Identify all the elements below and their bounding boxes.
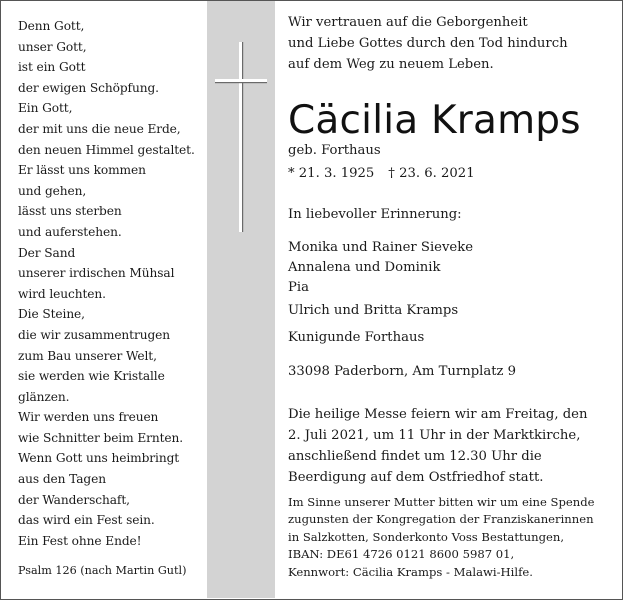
donation-line: Im Sinne unserer Mutter bitten wir um eine Spende <box>288 495 595 509</box>
service-line: Beerdigung auf dem Ostfriedhof statt. <box>288 470 544 485</box>
donation-line: in Salzkotten, Sonderkonto Voss Bestattungen, <box>288 530 565 544</box>
mourner: Kunigunde Forthaus <box>288 330 425 345</box>
mourner: Pia <box>288 280 309 295</box>
deceased-name: Cäcilia Kramps <box>288 98 581 143</box>
poem-line: Die Steine, <box>18 307 85 322</box>
address: 33098 Paderborn, Am Turnplatz 9 <box>288 364 517 379</box>
poem-line: Ein Fest ohne Ende! <box>18 533 142 548</box>
poem <box>18 16 198 551</box>
poem-line: der Wanderschaft, <box>18 492 130 507</box>
cross-icon <box>212 42 270 232</box>
poem-line: aus den Tagen <box>18 472 106 487</box>
mourner: Ulrich und Britta Kramps <box>288 303 459 318</box>
poem-line: lässt uns sterben <box>18 204 122 219</box>
donation-line: Kennwort: Cäcilia Kramps - Malawi-Hilfe. <box>288 565 533 579</box>
mourner: Annalena und Dominik <box>288 260 441 275</box>
poem-line: unserer irdischen Mühsal <box>18 266 175 281</box>
birth-date: * 21. 3. 1925 <box>288 166 375 181</box>
service-line: anschließend findet um 12.30 Uhr die <box>288 449 542 464</box>
poem-line: glänzen. <box>18 389 70 404</box>
intro-line: Wir vertrauen auf die Geborgenheit <box>288 15 528 30</box>
life-dates <box>288 164 475 184</box>
poem-line: Wir werden uns freuen <box>18 410 159 425</box>
poem-line: zum Bau unserer Welt, <box>18 348 157 363</box>
birth-name: geb. Forthaus <box>288 143 381 158</box>
poem-line: der ewigen Schöpfung. <box>18 80 159 95</box>
poem-line: und gehen, <box>18 183 87 198</box>
poem-line: wird leuchten. <box>18 286 106 301</box>
poem-line: ist ein Gott <box>18 60 86 75</box>
poem-line: sie werden wie Kristalle <box>18 369 165 384</box>
poem-line: Wenn Gott uns heimbringt <box>18 451 180 466</box>
donation-line: zugunsten der Kongregation der Franziskanerinnen <box>288 512 594 526</box>
poem-line: und auferstehen. <box>18 224 122 239</box>
death-date: † 23. 6. 2021 <box>388 166 475 181</box>
poem-line: die wir zusammentrugen <box>18 327 171 342</box>
poem-line: den neuen Himmel gestaltet. <box>18 142 195 157</box>
poem-source: Psalm 126 (nach Martin Gutl) <box>18 564 187 577</box>
poem-line: unser Gott, <box>18 39 87 54</box>
service-line: 2. Juli 2021, um 11 Uhr in der Marktkirche, <box>288 428 581 443</box>
poem-line: Der Sand <box>18 245 76 260</box>
remembrance-heading: In liebevoller Erinnerung: <box>288 207 462 222</box>
service-line: Die heilige Messe feiern wir am Freitag, den <box>288 407 588 422</box>
poem-line: das wird ein Fest sein. <box>18 513 155 528</box>
intro-line: auf dem Weg zu neuem Leben. <box>288 57 494 72</box>
donation-line: IBAN: DE61 4726 0121 8600 5987 01, <box>288 547 515 561</box>
poem-line: Ein Gott, <box>18 101 73 116</box>
poem-line: Denn Gott, <box>18 19 85 33</box>
mourner: Monika und Rainer Sieveke <box>288 240 474 255</box>
intro-line: und Liebe Gottes durch den Tod hindurch <box>288 36 568 51</box>
poem-line: Er lässt uns kommen <box>18 163 146 178</box>
poem-line: der mit uns die neue Erde, <box>18 121 181 136</box>
poem-line: wie Schnitter beim Ernten. <box>18 430 184 445</box>
